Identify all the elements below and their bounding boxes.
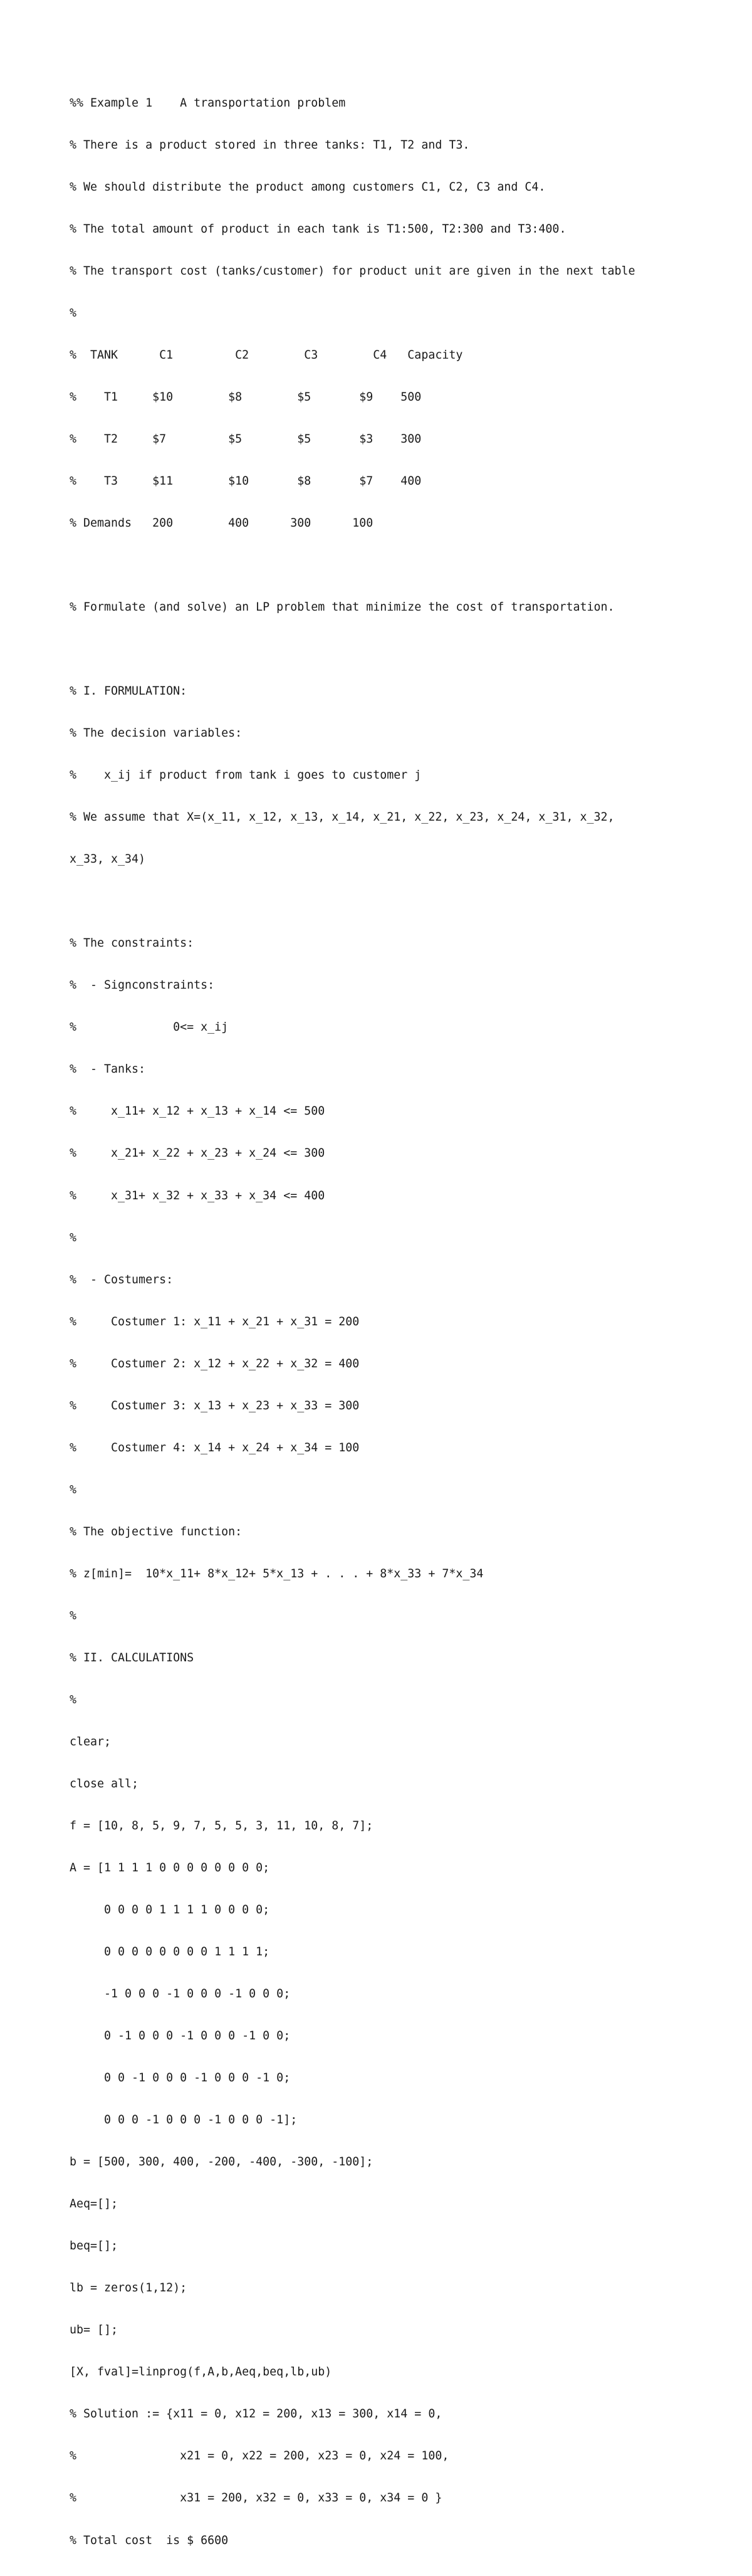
code-line: % T2 $7 $5 $5 $3 300 [70,432,422,446]
code-line: % T1 $10 $8 $5 $9 500 [70,390,422,404]
code-listing [70,68,734,2576]
code-line: Aeq=[]; [70,2197,118,2211]
code-line: % I. FORMULATION: [70,685,187,698]
code-line: % z[min]= 10*x_11+ 8*x_12+ 5*x_13 + . . . + 8*x_33 + 7*x_34 [70,1567,484,1580]
code-line [70,895,734,908]
code-line: % II. CALCULATIONS [70,1651,194,1664]
code-line: 0 0 0 -1 0 0 0 -1 0 0 0 -1]; [70,2113,298,2127]
code-line: % Costumer 2: x_12 + x_22 + x_32 = 400 [70,1357,360,1370]
code-line: % [70,1693,77,1706]
code-line: %% Example 1 A transportation problem [70,96,346,110]
code-line: % 0<= x_ij [70,1021,229,1034]
code-line: % - Costumers: [70,1273,174,1286]
code-line: % Costumer 4: x_14 + x_24 + x_34 = 100 [70,1441,360,1454]
code-line: % We should distribute the product among customers C1, C2, C3 and C4. [70,180,546,194]
code-line: % We assume that X=(x_11, x_12, x_13, x_14, x_21, x_22, x_23, x_24, x_31, x_32, [70,811,615,824]
code-line [70,559,734,572]
code-line: % Total cost is $ 6600 [70,2533,229,2547]
code-line: % x_31+ x_32 + x_33 + x_34 <= 400 [70,1189,325,1202]
code-line [70,643,734,656]
code-line: 0 0 0 0 0 0 0 0 1 1 1 1; [70,1945,270,1959]
code-line: % The constraints: [70,937,194,950]
code-line: -1 0 0 0 -1 0 0 0 -1 0 0 0; [70,1987,291,2001]
code-line: % The transport cost (tanks/customer) for product unit are given in the next table [70,264,635,278]
code-line: % The total amount of product in each tank is T1:500, T2:300 and T3:400. [70,222,567,236]
code-line: % [70,1231,77,1244]
code-line: clear; [70,1735,112,1748]
code-line: % - Signconstraints: [70,979,215,992]
code-line: % Costumer 3: x_13 + x_23 + x_33 = 300 [70,1399,360,1412]
code-line: % x_ij if product from tank i goes to customer j [70,769,422,782]
code-line: 0 0 -1 0 0 0 -1 0 0 0 -1 0; [70,2071,291,2085]
code-line: % [70,1609,77,1622]
code-line: % x21 = 0, x22 = 200, x23 = 0, x24 = 100, [70,2449,449,2463]
code-line: % Costumer 1: x_11 + x_21 + x_31 = 200 [70,1315,360,1328]
code-line: % x_21+ x_22 + x_23 + x_24 <= 300 [70,1147,325,1160]
code-line: close all; [70,1777,139,1790]
code-line: % x_11+ x_12 + x_13 + x_14 <= 500 [70,1105,325,1118]
code-line: % The objective function: [70,1525,243,1538]
code-line: % T3 $11 $10 $8 $7 400 [70,474,422,488]
code-line: A = [1 1 1 1 0 0 0 0 0 0 0 0; [70,1861,270,1874]
code-line: x_33, x_34) [70,853,146,866]
code-line: % Solution := {x11 = 0, x12 = 200, x13 = 300, x14 = 0, [70,2407,442,2421]
code-line: [X, fval]=linprog(f,A,b,Aeq,beq,lb,ub) [70,2365,332,2379]
code-line: lb = zeros(1,12); [70,2281,187,2295]
code-line: % [70,1483,77,1496]
code-line: 0 -1 0 0 0 -1 0 0 0 -1 0 0; [70,2029,291,2043]
code-line: % The decision variables: [70,727,243,740]
code-line: ub= []; [70,2323,118,2337]
code-line: % [70,306,77,320]
code-line: b = [500, 300, 400, -200, -400, -300, -100]; [70,2155,373,2169]
code-line: % - Tanks: [70,1063,146,1076]
code-line: % Demands 200 400 300 100 [70,517,373,530]
code-line: beq=[]; [70,2239,118,2253]
code-line: % TANK C1 C2 C3 C4 Capacity [70,348,463,362]
code-line: f = [10, 8, 5, 9, 7, 5, 5, 3, 11, 10, 8, 7]; [70,1819,373,1832]
code-line: % There is a product stored in three tanks: T1, T2 and T3. [70,138,470,152]
code-line: % Formulate (and solve) an LP problem that minimize the cost of transportation. [70,601,615,614]
code-line: % x31 = 200, x32 = 0, x33 = 0, x34 = 0 } [70,2491,442,2505]
code-line: 0 0 0 0 1 1 1 1 0 0 0 0; [70,1903,270,1917]
